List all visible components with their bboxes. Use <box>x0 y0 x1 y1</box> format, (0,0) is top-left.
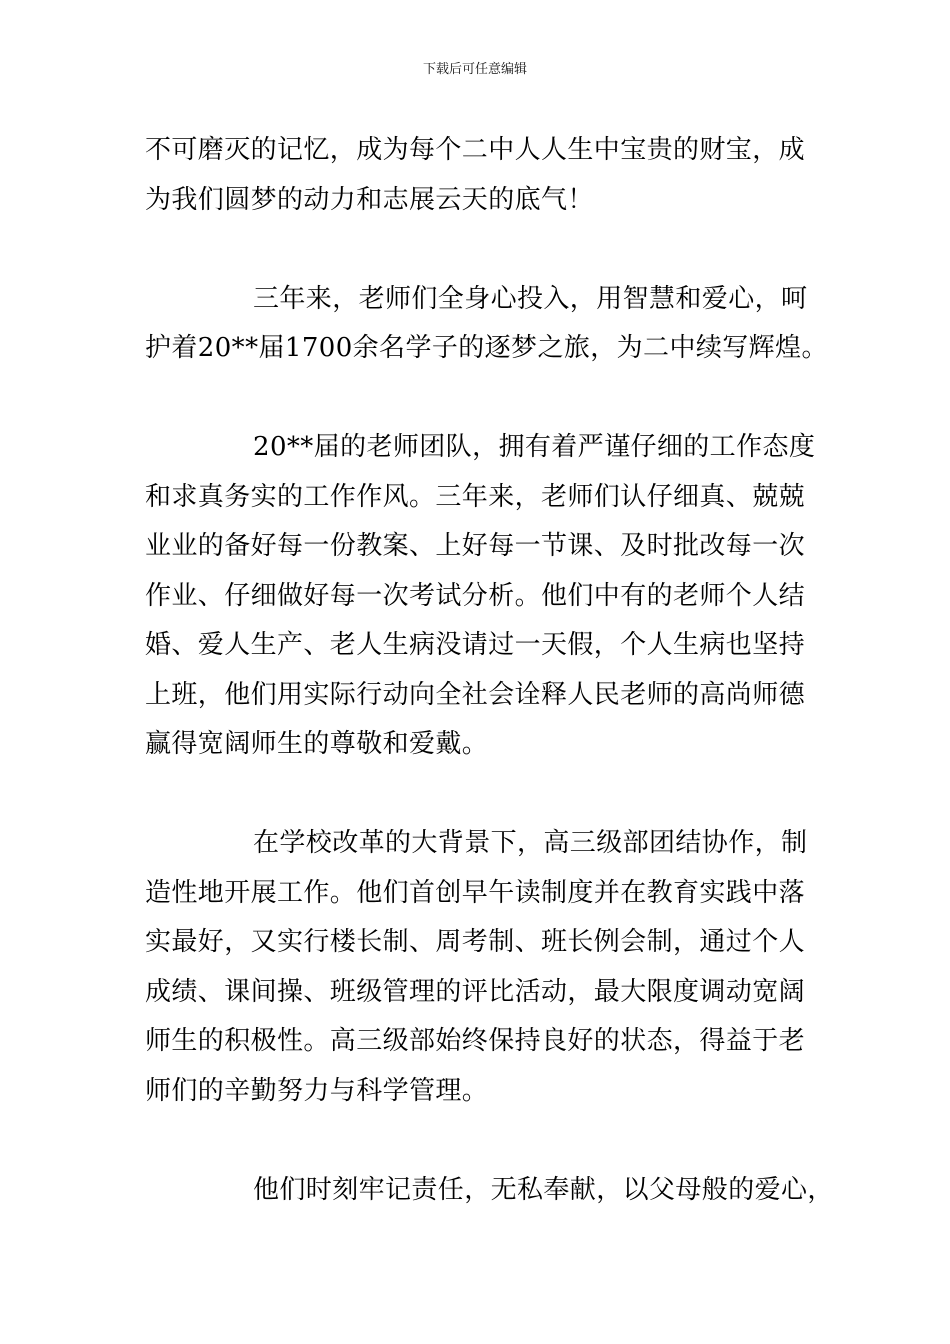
paragraph-line: 上班，他们用实际行动向全社会诠释人民老师的高尚师德 <box>145 679 806 710</box>
paragraph-1 <box>145 126 813 225</box>
paragraph-line: 赢得宽阔师生的尊敬和爱戴。 <box>145 729 489 759</box>
paragraph-first-line: 他们时刻牢记责任，无私奉献，以父母般的爱心， <box>253 1174 834 1205</box>
paragraph-spacer <box>145 225 813 275</box>
paragraph-line: 师们的辛勤努力与科学管理。 <box>145 1075 489 1106</box>
paragraph-line: 造性地开展工作。他们首创早午读制度并在教育实践中落 <box>145 877 806 908</box>
paragraph-line: 不可磨灭的记忆，成为每个二中人人生中宝贵的财宝，成 <box>145 135 806 165</box>
paragraph-line: 婚、爱人生产、老人生病没请过一天假，个人生病也坚持 <box>145 630 806 660</box>
paragraph-spacer <box>145 374 813 424</box>
paragraph-line: 护着20**届1700余名学子的逐梦之旅，为二中续写辉煌。 <box>145 333 828 363</box>
page-header-note: 下载后可任意编辑 <box>422 62 527 77</box>
paragraph-first-line: 三年来，老师们全身心投入，用智慧和爱心，呵 <box>253 283 808 314</box>
paragraph-line: 和求真务实的工作作风。三年来，老师们认仔细真、兢兢 <box>145 481 806 512</box>
paragraph-spacer <box>145 1116 813 1166</box>
paragraph-line: 成绩、课间操、班级管理的评比活动，最大限度调动宽阔 <box>145 976 806 1007</box>
document-body <box>145 126 834 1215</box>
paragraph-2 <box>145 275 828 374</box>
paragraph-line: 为我们圆梦的动力和志展云天的底气！ <box>145 184 594 215</box>
paragraph-line: 师生的积极性。高三级部始终保持良好的状态，得益于老 <box>145 1026 806 1056</box>
paragraph-first-line: 20**届的老师团队，拥有着严谨仔细的工作态度 <box>253 432 816 462</box>
paragraph-line: 业业的备好每一份教案、上好每一节课、及时批改每一次 <box>145 531 806 561</box>
paragraph-first-line: 在学校改革的大背景下，高三级部团结协作，制 <box>253 828 808 858</box>
paragraph-spacer <box>145 770 813 820</box>
paragraph-5 <box>145 1166 834 1216</box>
paragraph-line: 作业、仔细做好每一次考试分析。他们中有的老师个人结 <box>145 580 806 611</box>
paragraph-line: 实最好，又实行楼长制、周考制、班长例会制，通过个人 <box>145 927 806 957</box>
paragraph-3 <box>145 423 816 770</box>
paragraph-4 <box>145 819 813 1116</box>
